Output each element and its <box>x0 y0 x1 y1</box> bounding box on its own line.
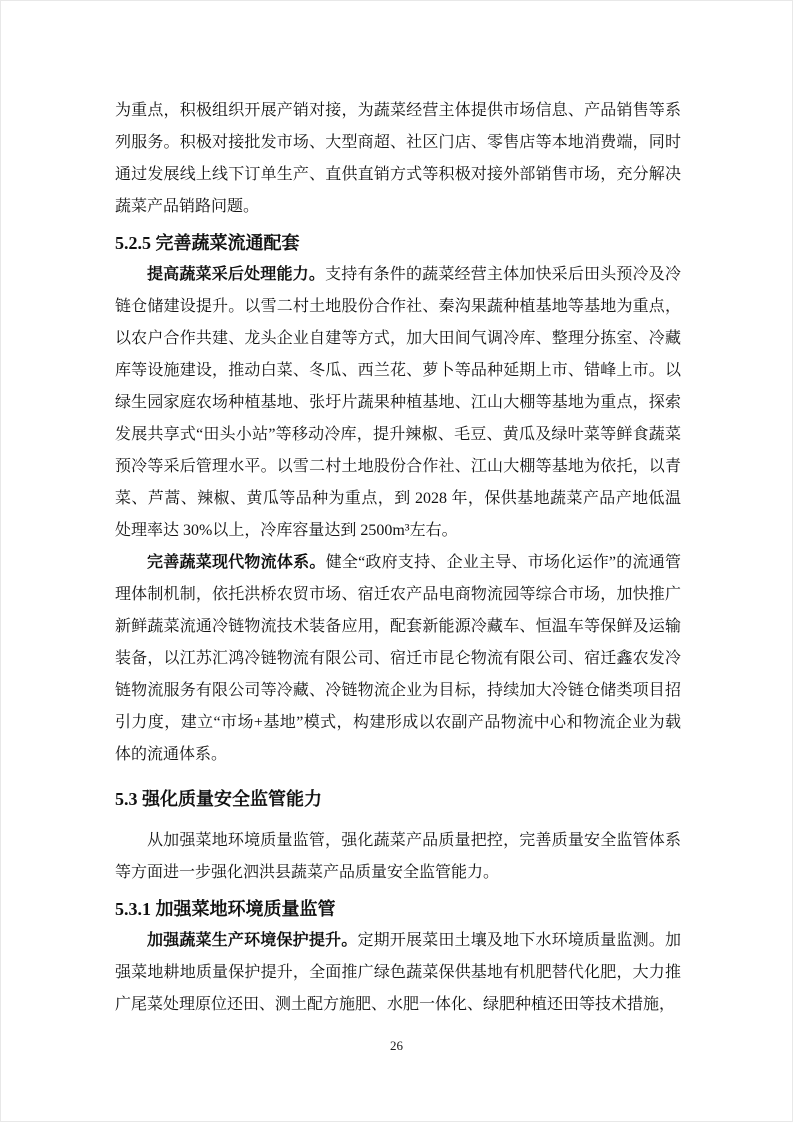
paragraph-lead-postharvest: 提高蔬菜采后处理能力。 <box>147 266 326 283</box>
paragraph-text-environment: 定期开展菜田土壤及地下水环境质量监测。加强菜地耕地质量保护提升，全面推广绿色蔬菜保供基地有机肥替代化肥，大力推广尾菜处理原位还田、测土配方施肥、水肥一体化、绿肥种植还田等技术措施， <box>115 932 681 1013</box>
paragraph-modern-logistics <box>115 547 681 771</box>
heading-5-3-quality-safety-supervision: 5.3 强化质量安全监管能力 <box>115 789 322 809</box>
paragraph-production-environment <box>115 925 681 1021</box>
heading-5-3-1-field-environment-monitoring: 5.3.1 加强菜地环境质量监管 <box>115 899 336 919</box>
paragraph-text-logistics: 健全“政府支持、企业主导、市场化运作”的流通管理体制机制，依托洪桥农贸市场、宿迁农产品电商物流园等综合市场，加快推广新鲜蔬菜流通冷链物流技术装备应用，配套新能源冷藏车、恒温车等保鲜及运输装备，以江苏汇鸿冷链物流有限公司、宿迁市昆仑物流有限公司、宿迁鑫农发冷链物流服务有限公司等冷藏、冷链物流企业为目标，持续加大冷链仓储类项目招引力度，建立“市场+基地”模式，构建形成以农副产品物流中心和物流企业为载体的流通体系。 <box>115 554 681 763</box>
paragraph-supervision-overview: 从加强菜地环境质量监管，强化蔬菜产品质量把控，完善质量安全监管体系等方面进一步强化泗洪县蔬菜产品质量安全监管能力。 <box>115 832 681 881</box>
page-content <box>115 95 681 1021</box>
paragraph-lead-environment: 加强蔬菜生产环境保护提升。 <box>147 932 358 949</box>
paragraph-text-postharvest: 支持有条件的蔬菜经营主体加快采后田头预冷及冷链仓储建设提升。以雪二村土地股份合作社、秦沟果蔬种植基地等基地为重点，以农户合作共建、龙头企业自建等方式，加大田间气调冷库、整理分拣室、冷藏库等设施建设，推动白菜、冬瓜、西兰花、萝卜等品种延期上市、错峰上市。以绿生园家庭农场种植基地、张圩片蔬果种植基地、江山大棚等基地为重点，探索发展共享式“田头小站”等移动冷库，提升辣椒、毛豆、黄瓜及绿叶菜等鲜食蔬菜预冷等采后管理水平。以雪二村土地股份合作社、江山大棚等基地为依托，以青菜、芦蒿、辣椒、黄瓜等品种为重点，到 2028 年，保供基地蔬菜产品产地低温处理率达 30%以上，冷库容量达到 2500m³左右。 <box>115 266 681 539</box>
paragraph-lead-logistics: 完善蔬菜现代物流体系。 <box>147 554 326 571</box>
paragraph-postharvest-handling <box>115 259 681 547</box>
heading-5-2-5-circulation-support: 5.2.5 完善蔬菜流通配套 <box>115 233 300 253</box>
page-footer <box>0 1038 793 1054</box>
paragraph-sales-channels-continuation: 为重点，积极组织开展产销对接，为蔬菜经营主体提供市场信息、产品销售等系列服务。积极对接批发市场、大型商超、社区门店、零售店等本地消费端，同时通过发展线上线下订单生产、直供直销方式等积极对接外部销售市场，充分解决蔬菜产品销路问题。 <box>115 102 681 215</box>
page-number: 26 <box>390 1038 403 1053</box>
